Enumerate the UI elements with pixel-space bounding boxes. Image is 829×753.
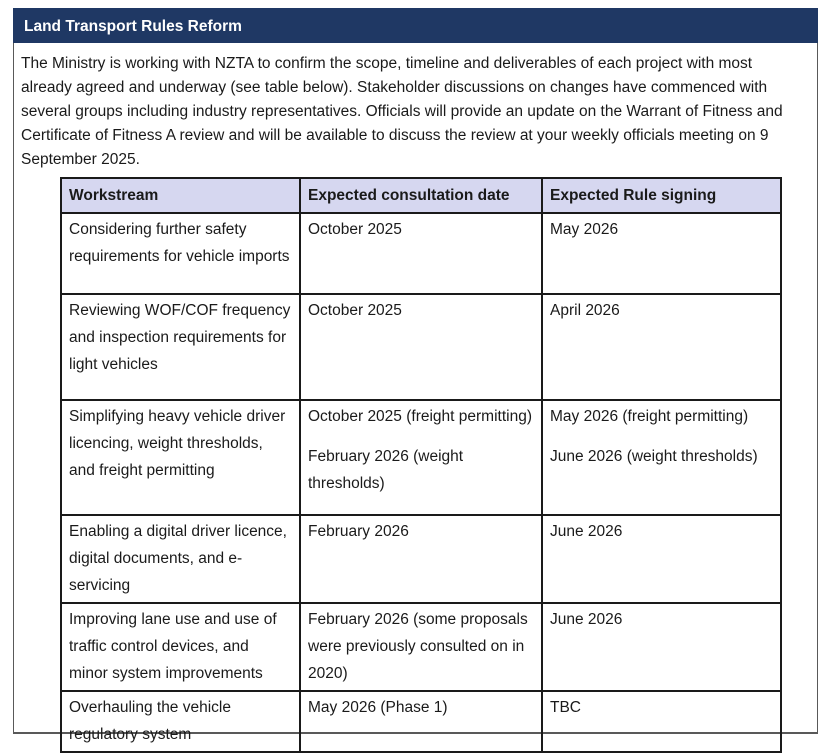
panel-body: [13, 43, 818, 743]
cell-paragraph: June 2026 (weight thresholds): [550, 448, 758, 465]
workstream-table: [60, 177, 782, 753]
intro-paragraph: The Ministry is working with NZTA to confirm the scope, timeline and deliverables of each project with most already agreed and underway (see table below). Stakeholder discussions on changes have commenced with several groups including industry representatives. Officials will provide an update on the Warrant of Fitness and Certificate of Fitness A review and will be available to discuss the review at your weekly officials meeting on 9 September 2025.: [21, 55, 783, 168]
panel-title: Land Transport Rules Reform: [13, 8, 818, 43]
cell-paragraph: April 2026: [550, 302, 620, 319]
col-header-rule-signing: Expected Rule signing: [542, 178, 781, 213]
workstream-cell: [61, 691, 300, 752]
workstream-cell: [61, 400, 300, 515]
consultation-date-cell: [300, 603, 542, 691]
col-header-workstream: Workstream: [61, 178, 300, 213]
cell-paragraph: June 2026: [550, 611, 623, 628]
cell-paragraph: Enabling a digital driver licence, digital documents, and e-servicing: [69, 523, 287, 594]
table-row: [61, 400, 781, 515]
cell-paragraph: Overhauling the vehicle regulatory system: [69, 699, 231, 743]
cell-paragraph: June 2026: [550, 523, 623, 540]
table-row: [61, 213, 781, 294]
cell-paragraph: February 2026 (some proposals were previously consulted on in 2020): [308, 611, 528, 682]
workstream-cell: [61, 213, 300, 294]
consultation-date-cell: [300, 294, 542, 400]
workstream-cell: [61, 294, 300, 400]
table-header-row: [61, 178, 781, 213]
table-row: [61, 603, 781, 691]
workstream-cell: [61, 515, 300, 603]
cell-paragraph: May 2026: [550, 221, 619, 238]
consultation-date-cell: [300, 691, 542, 752]
rule-signing-cell: [542, 213, 781, 294]
consultation-date-cell: [300, 515, 542, 603]
cell-paragraph: February 2026: [308, 523, 409, 540]
rule-signing-cell: [542, 603, 781, 691]
table-row: [61, 515, 781, 603]
cell-paragraph: Considering further safety requirements for vehicle imports: [69, 221, 290, 265]
cell-paragraph: October 2025: [308, 302, 402, 319]
workstream-cell: [61, 603, 300, 691]
rule-signing-cell: [542, 400, 781, 515]
cell-paragraph: October 2025: [308, 221, 402, 238]
table-row: [61, 294, 781, 400]
rule-signing-cell: [542, 691, 781, 752]
col-header-consultation-date: Expected consultation date: [300, 178, 542, 213]
cell-paragraph: Improving lane use and use of traffic control devices, and minor system improvements: [69, 611, 277, 682]
cell-paragraph: TBC: [550, 699, 581, 716]
cell-paragraph: February 2026 (weight thresholds): [308, 448, 464, 492]
cell-paragraph: October 2025 (freight permitting): [308, 408, 532, 425]
cell-paragraph: Reviewing WOF/COF frequency and inspection requirements for light vehicles: [69, 302, 291, 373]
cell-paragraph: Simplifying heavy vehicle driver licencing, weight thresholds, and freight permitting: [69, 408, 286, 479]
reform-panel: [13, 8, 818, 743]
rule-signing-cell: [542, 515, 781, 603]
rule-signing-cell: [542, 294, 781, 400]
cell-paragraph: May 2026 (Phase 1): [308, 699, 448, 716]
consultation-date-cell: [300, 213, 542, 294]
cell-paragraph: May 2026 (freight permitting): [550, 408, 749, 425]
consultation-date-cell: [300, 400, 542, 515]
table-row: [61, 691, 781, 752]
